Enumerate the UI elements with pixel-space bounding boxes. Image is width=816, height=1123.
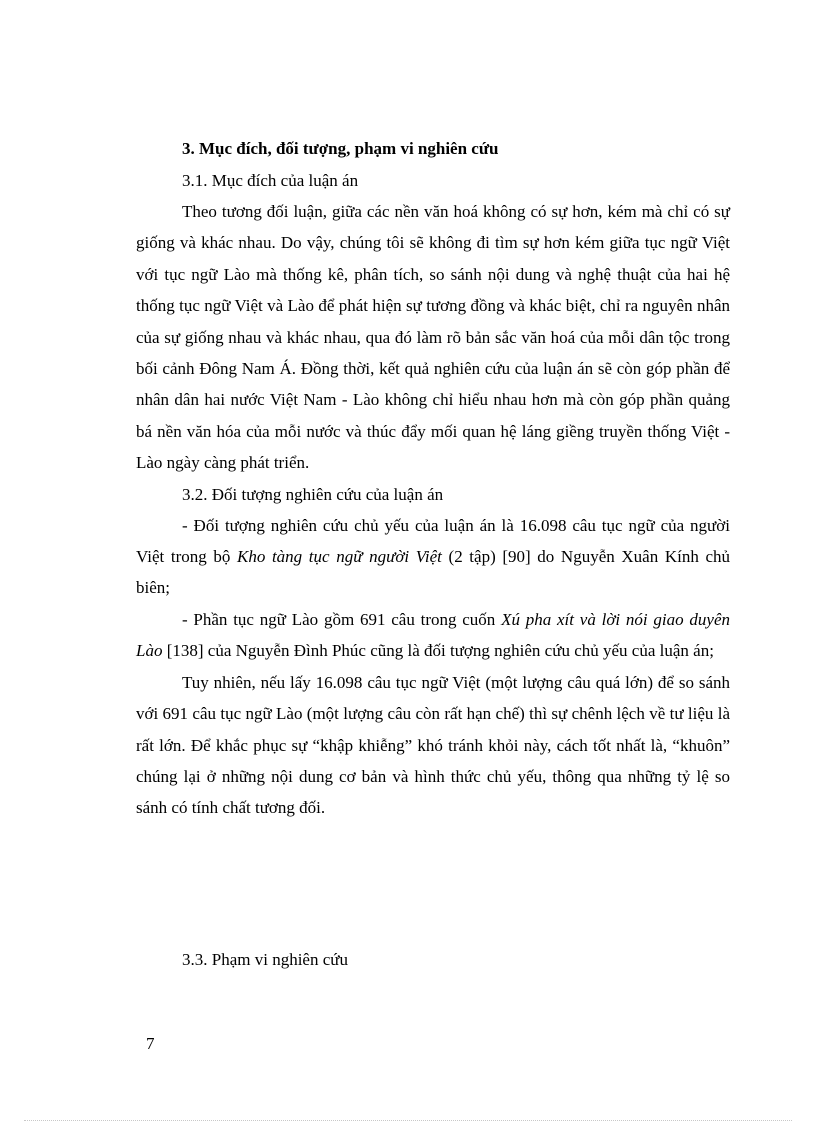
subject-item-1-text: - Đối tượng nghiên cứu chủ yếu của luận án là 16.098 câu tục ngữ của người Việt trong bộ	[136, 515, 730, 567]
section-content	[136, 132, 730, 824]
subject-item-2-book-title: Xú pha xít và lời nói giao duyên Lào	[136, 609, 730, 661]
comparison-paragraph: Tuy nhiên, nếu lấy 16.098 câu tục ngữ Việt (một lượng câu quá lớn) để so sánh với 691 câu tục ngữ Lào (một lượng câu còn rất hạn chế) thì sự chênh lệch về tư liệu là rất lớn. Để khắc phục sự “khập khiễng” khó tránh khỏi này, cách tốt nhất là, “khuôn” chúng lại ở những nội dung cơ bản và hình thức chủ yếu, thông qua những tỷ lệ so sánh có tính chất tương đối.	[136, 672, 730, 818]
page-number: 7	[146, 1034, 155, 1053]
subject-item-1-book-title: Kho tàng tục ngữ người Việt	[237, 547, 442, 567]
subsection-title-purpose: 3.1. Mục đích của luận án	[182, 171, 359, 190]
footer-divider	[24, 1120, 792, 1121]
subsection-title-scope: 3.3. Phạm vi nghiên cứu	[182, 950, 348, 969]
subject-item-2-tail: [138] của Nguyễn Đình Phúc cũng là đối tượng nghiên cứu chủ yếu của luận án;	[162, 641, 714, 661]
purpose-paragraph: Theo tương đối luận, giữa các nền văn hoá không có sự hơn, kém mà chỉ có sự giống và khác nhau. Do vậy, chúng tôi sẽ không đi tìm sự hơn kém giữa tục ngữ Việt với tục ngữ Lào mà thống kê, phân tích, so sánh nội dung và nghệ thuật của hai hệ thống tục ngữ Việt và Lào để phát hiện sự tương đồng và khác biệt, chỉ ra nguyên nhân của sự giống nhau và khác nhau, qua đó làm rõ bản sắc văn hoá của mỗi dân tộc trong bối cảnh Đông Nam Á. Đồng thời, kết quả nghiên cứu của luận án sẽ còn góp phần để nhân dân hai nước Việt Nam - Lào không chỉ hiểu nhau hơn mà còn góp phần quảng bá nền văn hóa của mỗi nước và thúc đẩy mối quan hệ láng giềng truyền thống Việt - Lào ngày càng phát triển.	[136, 202, 730, 473]
subject-item-vietnamese	[136, 510, 730, 604]
subject-item-2-text: - Phần tục ngữ Lào gồm 691 câu trong cuốn	[182, 609, 502, 629]
subject-item-1-tail: (2 tập) [90] do Nguyễn Xuân Kính chủ biên;	[136, 547, 730, 598]
subsection-title-subject: 3.2. Đối tượng nghiên cứu của luận án	[182, 484, 444, 504]
subject-item-lao	[136, 604, 730, 667]
section-heading: 3. Mục đích, đối tượng, phạm vi nghiên cứu	[182, 139, 499, 158]
